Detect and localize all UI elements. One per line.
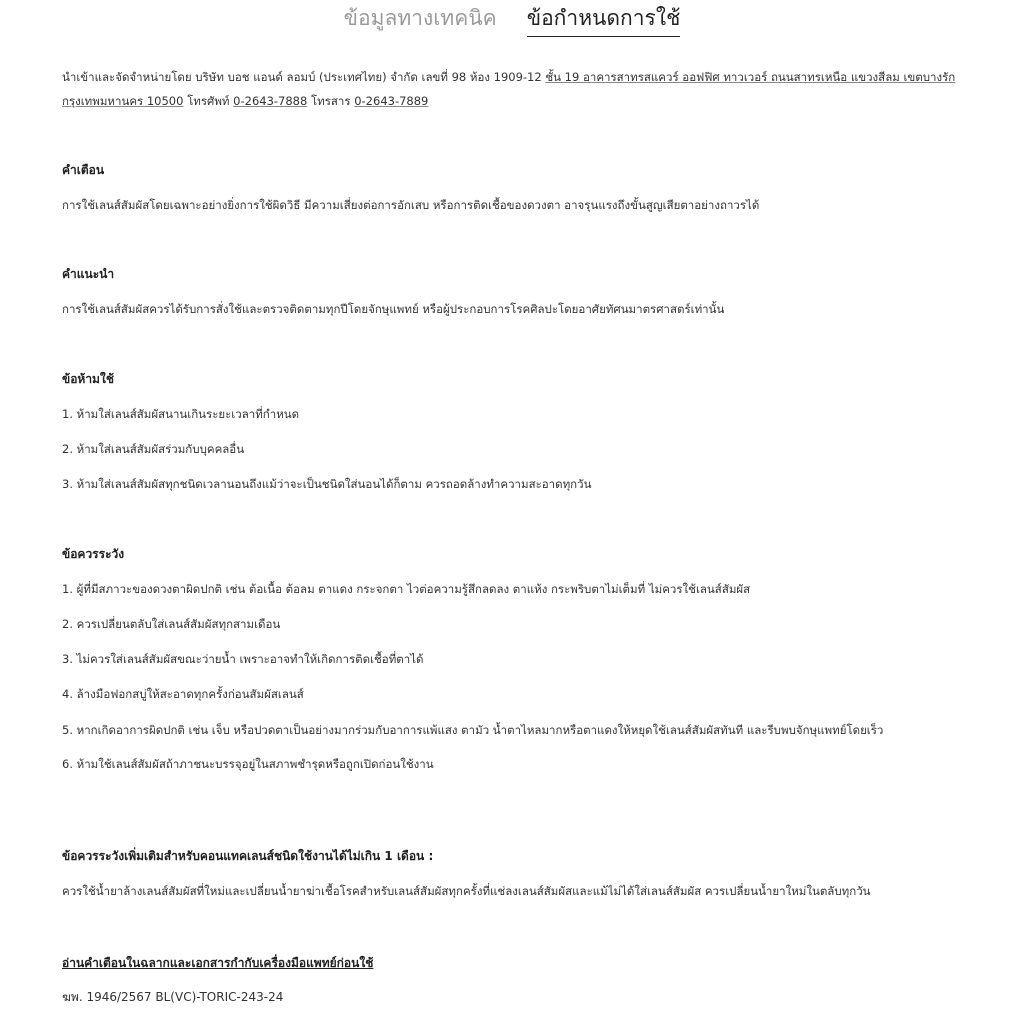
prohibitions-title: ข้อห้ามใช้ [62, 372, 114, 386]
additional-precautions-title: ข้อควรระวังเพิ่มเติมสำหรับคอนแทคเลนส์ชนิดใช้งานได้ไม่เกิน 1 เดือน : [62, 849, 434, 863]
tab-technical-info[interactable]: ข้อมูลทางเทคนิค [343, 6, 497, 30]
importer-text: นำเข้าและจัดจำหน่ายโดย บริษัท บอช แอนด์ ลอมบ์ (ประเทศไทย) จำกัด เลขที่ 98 ห้อง 1909-12 [62, 70, 546, 84]
tel-label: โทรศัพท์ [183, 94, 234, 108]
advice-text: การใช้เลนส์สัมผัสควรได้รับการสั่งใช้และตรวจติดตามทุกปีโดยจักษุแพทย์ หรือผู้ประกอบการโรคศิลปะโดยอาศัยทัศนมาตรศาสตร์เท่านั้น [62, 302, 725, 316]
warning-title: คำเตือน [62, 163, 105, 177]
list-item: 6. ห้ามใช้เลนส์สัมผัสถ้าภาชนะบรรจุอยู่ในสภาพชำรุดหรือถูกเปิดก่อนใช้งาน [62, 757, 434, 771]
additional-precautions-section [62, 846, 967, 901]
list-item: 3. ห้ามใส่เลนส์สัมผัสทุกชนิดเวลานอนถึงแม้ว่าจะเป็นชนิดใส่นอนได้ก็ตาม ควรถอดล้างทำความสะอาดทุกวัน [62, 477, 592, 491]
precautions-section [62, 544, 967, 774]
list-item: 4. ล้างมือฟอกสบู่ให้สะอาดทุกครั้งก่อนสัมผัสเลนส์ [62, 687, 304, 701]
warning-section [62, 160, 967, 215]
read-warning-link[interactable]: อ่านคำเตือนในฉลากและเอกสารกำกับเครื่องมือแพทย์ก่อนใช้ [62, 956, 374, 970]
list-item: 1. ห้ามใส่เลนส์สัมผัสนานเกินระยะเวลาที่กำหนด [62, 407, 300, 421]
fax-link[interactable]: 0-2643-7889 [354, 94, 429, 108]
fax-label: โทรสาร [307, 94, 355, 108]
list-item: 2. ห้ามใส่เลนส์สัมผัสร่วมกับบุคคลอื่น [62, 442, 245, 456]
importer-info [62, 65, 962, 113]
tab-terms-of-use[interactable]: ข้อกำหนดการใช้ [527, 0, 681, 37]
list-item: 3. ไม่ควรใส่เลนส์สัมผัสขณะว่ายน้ำ เพราะอาจทำให้เกิดการติดเชื้อที่ตาได้ [62, 652, 424, 666]
warning-text: การใช้เลนส์สัมผัสโดยเฉพาะอย่างยิ่งการใช้ผิดวิธี มีความเสี่ยงต่อการอักเสบ หรือการติดเชื้อของดวงตา อาจรุนแรงถึงขั้นสูญเสียตาอย่างถาวรได้ [62, 198, 760, 212]
additional-precautions-text: ควรใช้น้ำยาล้างเลนส์สัมผัสที่ใหม่และเปลี่ยนน้ำยาฆ่าเชื้อโรคสำหรับเลนส์สัมผัสทุกครั้งที่แช่ลงเลนส์สัมผัสและแม้ไม่ได้ใส่เลนส์สัมผัส ควรเปลี่ยนน้ำยาใหม่ในตลับทุกวัน [62, 884, 871, 898]
advice-section [62, 264, 967, 319]
list-item: 1. ผู้ที่มีสภาวะของดวงตาผิดปกติ เช่น ต้อเนื้อ ต้อลม ตาแดง กระจกตา ไวต่อความรู้สึกลดลง ตาแห้ง กระพริบตาไม่เต็มที่ ไม่ควรใช้เลนส์สัมผัส [62, 582, 751, 596]
advice-title: คำแนะนำ [62, 267, 115, 281]
tel-link[interactable]: 0-2643-7888 [233, 94, 308, 108]
list-item: 5. หากเกิดอาการผิดปกติ เช่น เจ็บ หรือปวดตาเป็นอย่างมากร่วมกับอาการแพ้แสง ตามัว น้ำตาไหลมากหรือตาแดงให้หยุดใช้เลนส์สัมผัสทันที และรีบพบจักษุแพทย์โดยเร็ว [62, 723, 884, 737]
prohibitions-section [62, 369, 967, 494]
footer-section [62, 952, 967, 1007]
list-item: 2. ควรเปลี่ยนตลับใส่เลนส์สัมผัสทุกสามเดือน [62, 617, 281, 631]
tab-bar [0, 0, 1024, 40]
address-link[interactable]: ชั้น 19 อาคารสาทรสแควร์ ออฟฟิศ ทาวเวอร์ ถนนสาทรเหนือ แขวงสีลม เขตบางรัก กรุงเทพมหานคร 10500 [62, 70, 956, 108]
precautions-title: ข้อควรระวัง [62, 547, 125, 561]
registration-number: ฆพ. 1946/2567 BL(VC)-TORIC-243-24 [62, 990, 284, 1004]
